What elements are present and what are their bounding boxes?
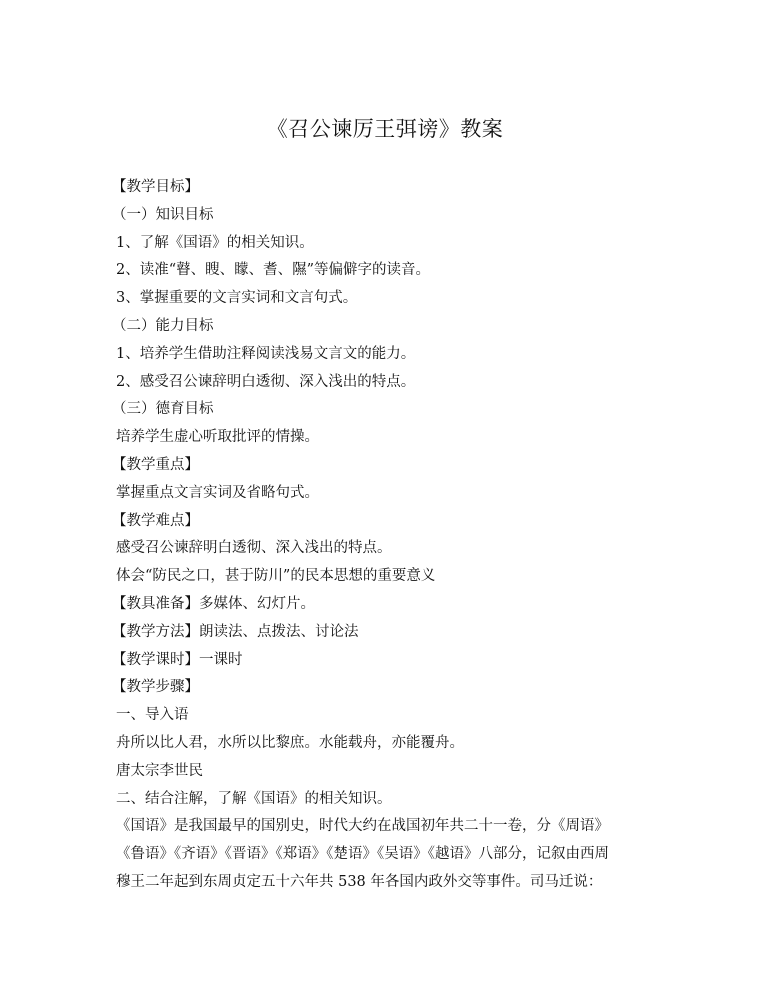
quote-attribution: 唐太宗李世民: [116, 762, 203, 779]
step-heading-intro: 一、导入语: [116, 707, 189, 724]
paragraph-line: 《国语》是我国最早的国别史，时代大约在战国初年共二十一卷，分《周语》: [116, 818, 609, 835]
text-line: 体会“防民之口，甚于防川”的民本思想的重要意义: [116, 568, 436, 585]
subheading-moral-goals: （三）德育目标: [112, 401, 214, 418]
list-item: 1、培养学生借助注释阅读浅易文言文的能力。: [116, 345, 416, 362]
section-heading-materials: 【教具准备】多媒体、幻灯片。: [112, 595, 315, 612]
section-heading-teaching-goals: 【教学目标】: [112, 179, 199, 195]
quote-line: 舟所以比人君，水所以比黎庶。水能载舟，亦能覆舟。: [116, 734, 464, 751]
paragraph-line: 穆王二年起到东周贞定五十六年共 538 年各国内政外交等事件。司马迁说：: [116, 873, 603, 890]
list-item: 2、感受召公谏辞明白透彻、深入浅出的特点。: [116, 373, 416, 390]
text-line: 掌握重点文言实词及省略句式。: [116, 484, 319, 501]
document-title: 《召公谏厉王弭谤》教案: [266, 117, 504, 141]
subheading-ability-goals: （二）能力目标: [112, 317, 214, 334]
paragraph-line: 《鲁语》《齐语》《晋语》《郑语》《楚语》《吴语》《越语》八部分，记叙由西周: [116, 846, 609, 863]
section-heading-steps: 【教学步骤】: [112, 679, 199, 696]
document-body: [112, 174, 661, 897]
section-heading-difficult-points: 【教学难点】: [112, 512, 199, 529]
section-heading-key-points: 【教学重点】: [112, 456, 199, 473]
step-heading-guoyu: 二、结合注解，了解《国语》的相关知识。: [116, 790, 392, 807]
text-line: 培养学生虚心听取批评的情操。: [116, 429, 319, 446]
list-item: 1、了解《国语》的相关知识。: [116, 234, 314, 251]
section-heading-periods: 【教学课时】一课时: [112, 651, 243, 668]
list-item: 2、读准“瞽、瞍、矇、耆、隰”等偏僻字的读音。: [116, 262, 431, 279]
section-heading-methods: 【教学方法】朗读法、点拨法、讨论法: [112, 623, 359, 640]
subheading-knowledge-goals: （一）知识目标: [112, 206, 214, 223]
list-item: 3、掌握重要的文言实词和文言句式。: [116, 290, 358, 307]
text-line: 感受召公谏辞明白透彻、深入浅出的特点。: [116, 540, 392, 557]
